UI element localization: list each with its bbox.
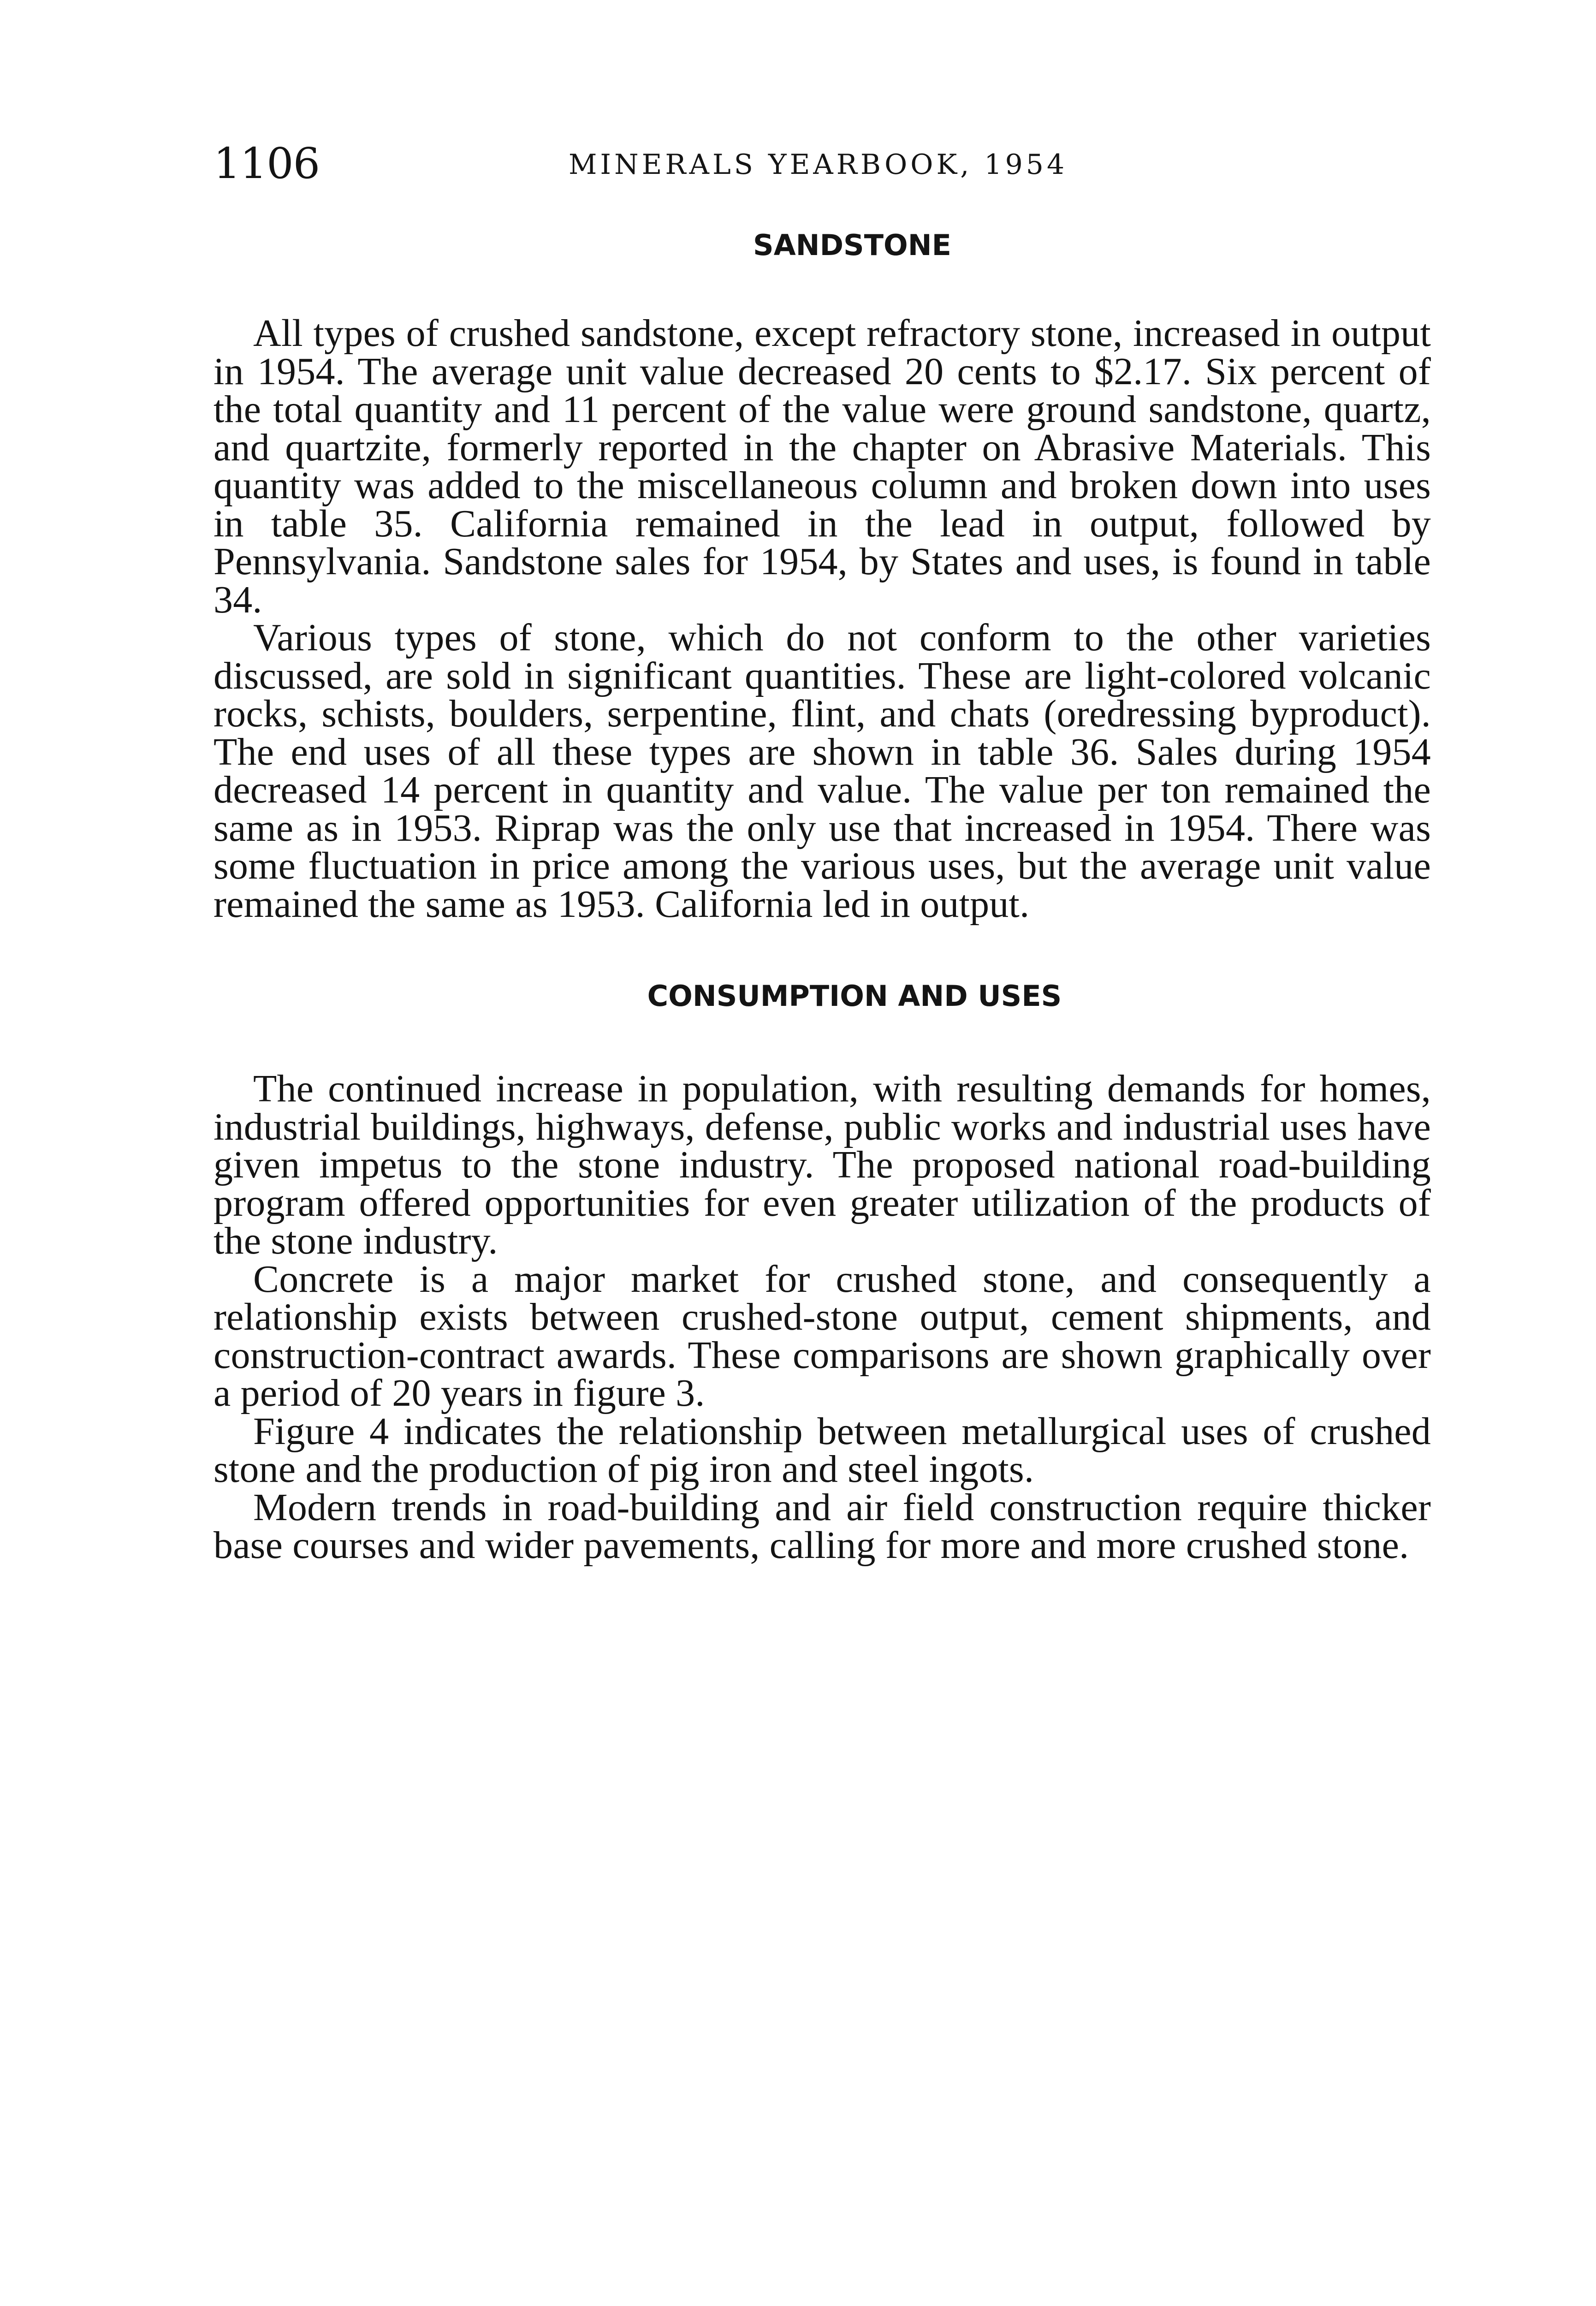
paragraph: Figure 4 indicates the relationship between metallurgical uses of crushed stone and the production of pig iron and steel ingots. [214, 1409, 1431, 1491]
paragraph: Modern trends in road-building and air field construction require thicker base courses and wider pavements, calling for more and more crushed stone. [214, 1486, 1431, 1567]
consumption-body [214, 1067, 1431, 1567]
sandstone-section [214, 227, 1431, 926]
page-number: 1106 [214, 139, 320, 188]
paragraph: All types of crushed sandstone, except refractory stone, increased in output in 1954. The average unit value decreased 20 cents to $2.17. Six percent of the total quantity and 11 percent of the value were ground sandstone, quartz, and quartzite, formerly reported in the chapter on Abrasive Materials. This quantity was added to the miscellaneous column and broken down into uses in table 35. California remained in the lead in output, followed by Pennsylvania. Sandstone sales for 1954, by States and uses, is found in table 34. [214, 312, 1431, 621]
paragraph: Various types of stone, which do not conform to the other varieties discussed, are sold in significant quantities. These are light-colored volcanic rocks, schists, boulders, serpentine, flint, and chats (oredressing byproduct). The end uses of all these types are shown in table 36. Sales during 1954 decreased 14 percent in quantity and value. The value per ton remained the same as in 1953. Riprap was the only use that increased in 1954. There was some fluctuation in price among the various uses, but the average unit value remained the same as 1953. California led in output. [214, 616, 1431, 926]
running-title: MINERALS YEARBOOK, 1954 [569, 149, 1068, 181]
paragraph: The continued increase in population, with resulting demands for homes, industrial buildings, highways, defense, public works and industrial uses have given impetus to the stone industry. The proposed national road-building program offered opportunities for even greater utilization of the products of the stone industry. [214, 1067, 1431, 1262]
running-head [214, 138, 1431, 189]
consumption-heading: CONSUMPTION AND USES [647, 979, 1062, 1013]
sandstone-body [214, 312, 1431, 926]
sandstone-heading: SANDSTONE [753, 228, 951, 262]
paragraph: Concrete is a major market for crushed stone, and consequently a relationship exists between crushed-stone output, cement shipments, and construction-contract awards. These comparisons are shown graphically over a period of 20 years in figure 3. [214, 1257, 1431, 1415]
consumption-section [214, 978, 1431, 1565]
